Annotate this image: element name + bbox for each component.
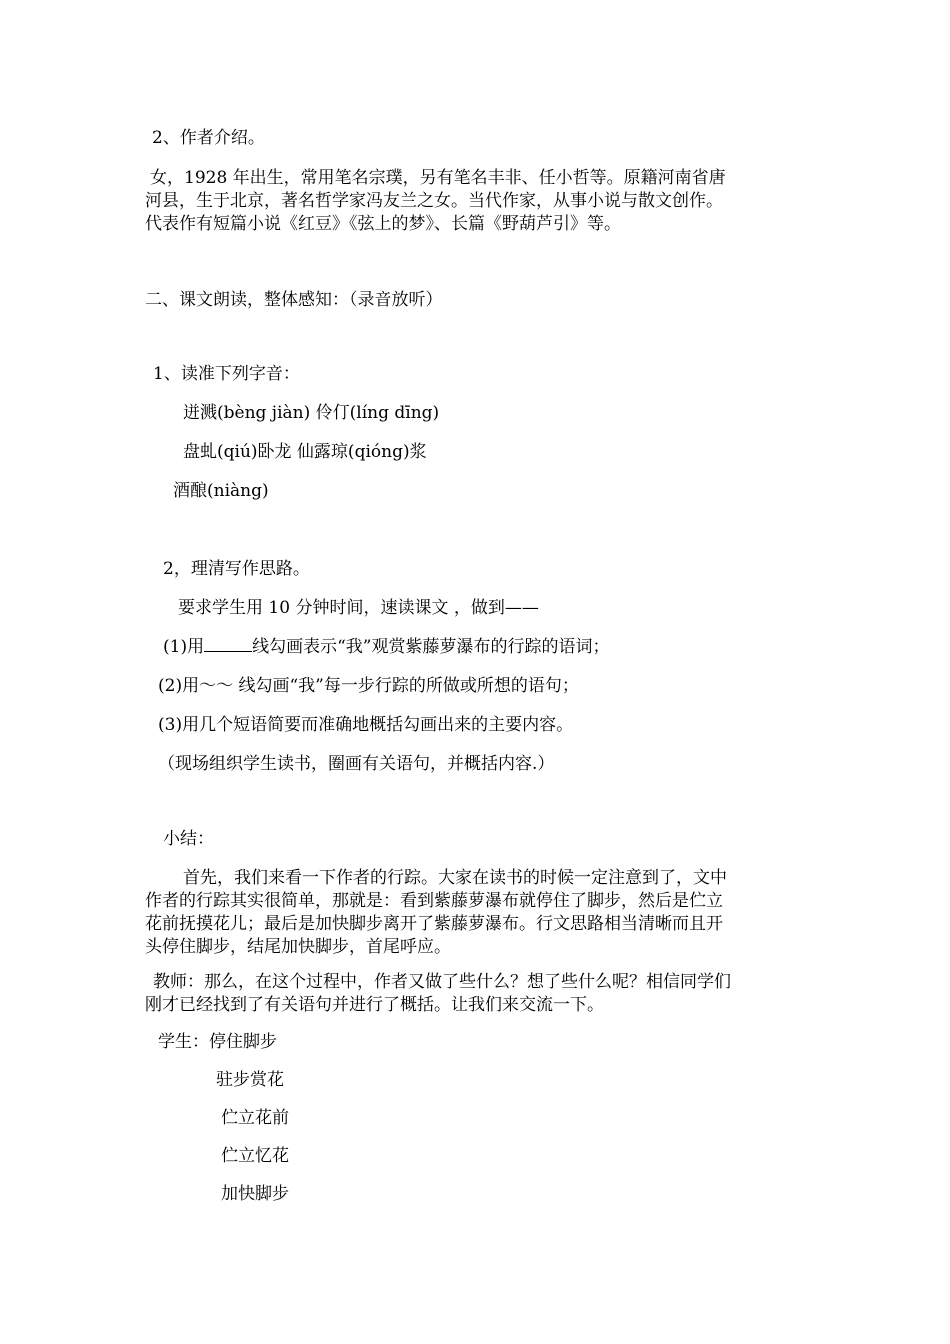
summary-heading: 小结：: [163, 829, 214, 849]
summary-line-2: 作者的行踪其实很简单，那就是：看到紫藤萝瀑布就停住了脚步，然后是伫立: [145, 891, 723, 911]
teacher-line-1: 教师：那么，在这个过程中，作者又做了些什么？想了些什么呢？相信同学们: [153, 972, 731, 992]
blank-underline: [204, 635, 252, 652]
teacher-line-2: 刚才已经找到了有关语句并进行了概括。让我们来交流一下。: [145, 995, 604, 1015]
summary-line-3: 花前抚摸花儿；最后是加快脚步离开了紫藤萝瀑布。行文思路相当清晰而且开: [145, 914, 723, 934]
writing-item-1-suffix: 线勾画表示“我”观赏紫藤萝瀑布的行踪的语词；: [252, 637, 610, 657]
writing-requirement: 要求学生用 10 分钟时间，速读课文 ，做到——: [178, 598, 539, 618]
reading-heading: 二、课文朗读，整体感知：（录音放听）: [145, 290, 443, 310]
pronunciation-row-2: 盘虬(qiú)卧龙 仙露琼(qióng)浆: [183, 442, 427, 462]
author-line-2: 河县，生于北京，著名哲学家冯友兰之女。当代作家，从事小说与散文创作。: [145, 191, 723, 211]
pronunciation-heading: 1、读准下列字音：: [153, 364, 300, 384]
student-item-1: 驻步赏花: [216, 1070, 284, 1090]
pronunciation-row-1: 迸溅(bèng jiàn) 伶仃(líng dīng): [183, 403, 440, 423]
student-item-2: 伫立花前: [221, 1108, 289, 1128]
student-item-3: 伫立忆花: [221, 1146, 289, 1166]
author-line-3: 代表作有短篇小说《红豆》《弦上的梦》、长篇《野葫芦引》等。: [145, 214, 621, 234]
pronunciation-row-3: 酒酿(niàng): [173, 481, 269, 501]
summary-line-4: 头停住脚步，结尾加快脚步，首尾呼应。: [145, 937, 451, 957]
writing-heading: 2，理清写作思路。: [163, 559, 310, 579]
author-line-1: 女，1928 年出生，常用笔名宗璞，另有笔名丰非、任小哲等。原籍河南省唐: [150, 168, 726, 188]
writing-note: （现场组织学生读书，圈画有关语句，并概括内容.）: [158, 754, 555, 774]
writing-item-1: [163, 635, 609, 659]
writing-item-3: (3)用几个短语简要而准确地概括勾画出来的主要内容。: [158, 715, 574, 735]
author-heading: 2、作者介绍。: [152, 128, 265, 148]
summary-line-1: 首先，我们来看一下作者的行踪。大家在读书的时候一定注意到了，文中: [183, 868, 727, 888]
student-label: 学生：停住脚步: [158, 1032, 277, 1052]
writing-item-1-prefix: (1)用: [163, 637, 205, 657]
student-item-4: 加快脚步: [221, 1184, 289, 1204]
writing-item-2: (2)用～～ 线勾画“我”每一步行踪的所做或所想的语句；: [158, 676, 579, 696]
